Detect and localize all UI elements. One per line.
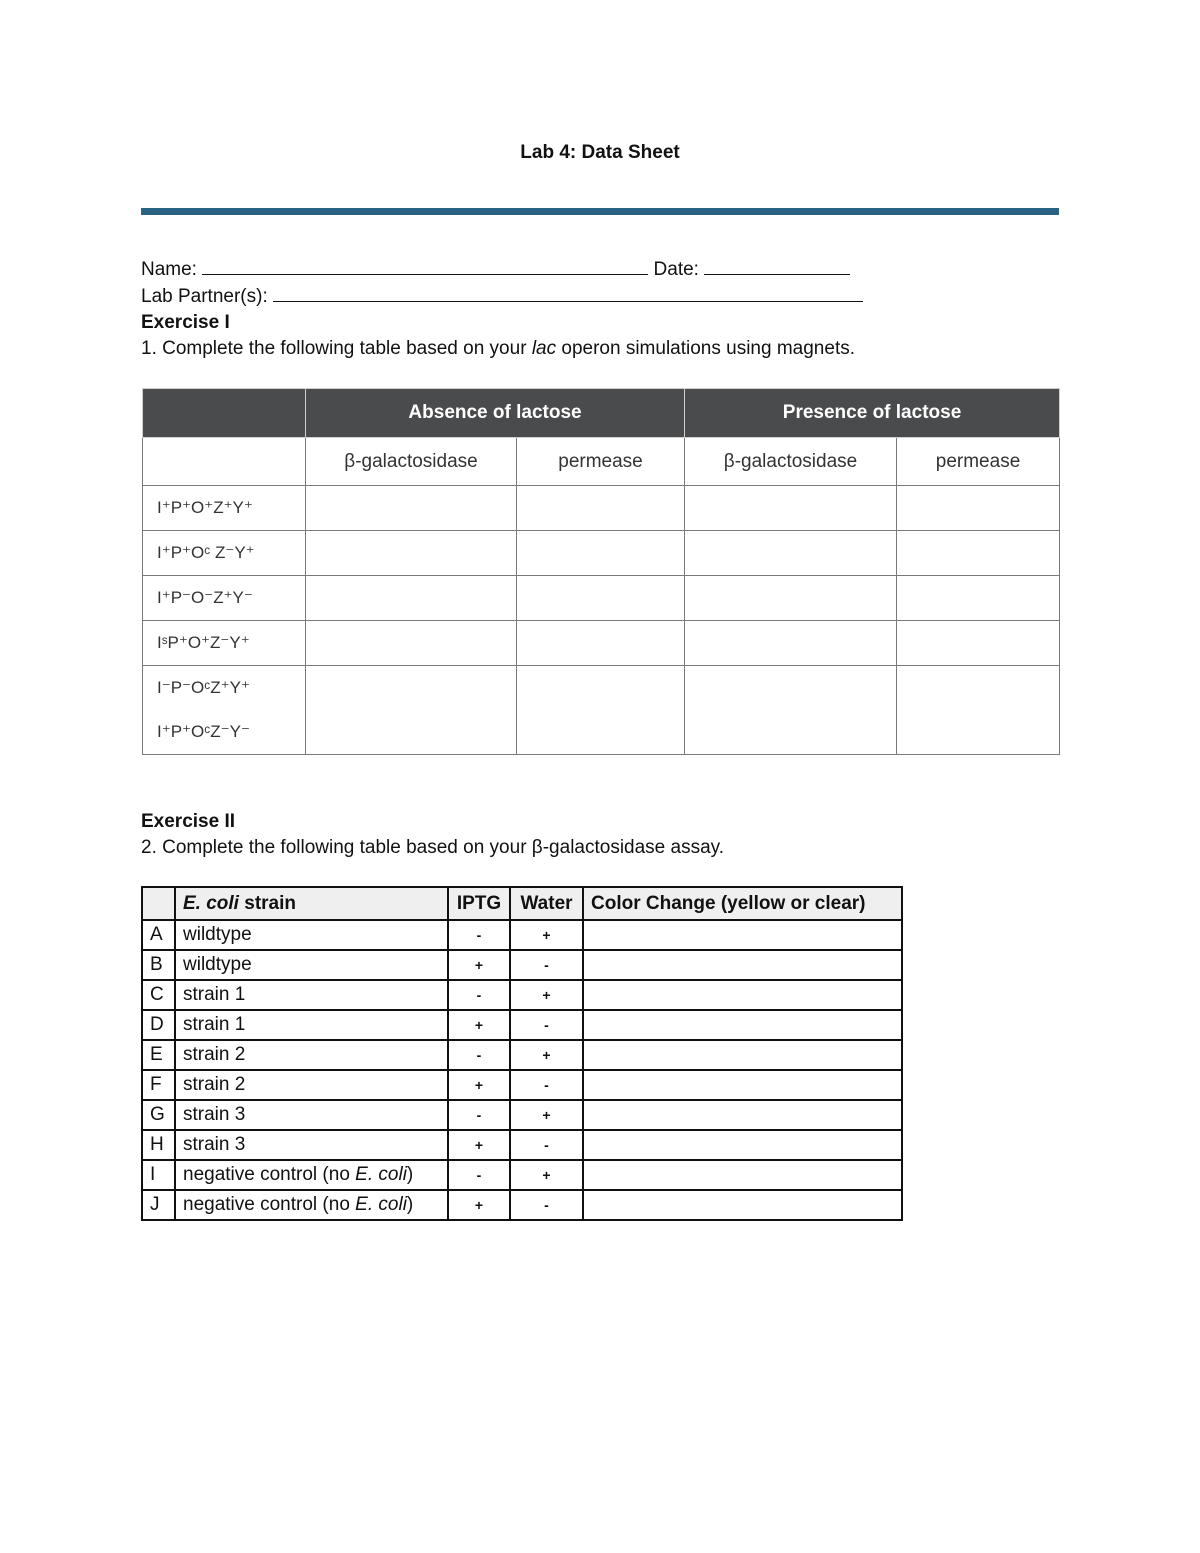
name-field[interactable] xyxy=(202,258,648,275)
exercise1-heading: Exercise I xyxy=(141,312,230,333)
answer-cell[interactable] xyxy=(306,576,517,621)
color-change-cell[interactable] xyxy=(583,1010,902,1040)
row-id: G xyxy=(142,1100,175,1130)
iptg-cell: + xyxy=(448,950,510,980)
instruction-text: operon simulations using magnets. xyxy=(556,338,855,359)
strain-header-text: strain xyxy=(238,892,296,914)
iptg-cell: - xyxy=(448,1100,510,1130)
water-cell: - xyxy=(510,1190,583,1220)
iptg-cell: - xyxy=(448,980,510,1010)
row-id: J xyxy=(142,1190,175,1220)
name-label: Name: xyxy=(141,259,197,280)
answer-cell[interactable] xyxy=(897,666,1060,755)
table-row xyxy=(142,1100,902,1130)
exercise1-table xyxy=(142,388,1060,755)
answer-cell[interactable] xyxy=(685,486,897,531)
exercise1-instruction xyxy=(141,338,855,360)
table-row xyxy=(143,621,1060,666)
row-id: C xyxy=(142,980,175,1010)
answer-cell[interactable] xyxy=(517,486,685,531)
row-id: I xyxy=(142,1160,175,1190)
water-cell: - xyxy=(510,1010,583,1040)
water-cell: + xyxy=(510,980,583,1010)
color-change-cell[interactable] xyxy=(583,1070,902,1100)
table-row xyxy=(143,576,1060,621)
strain-cell: strain 2 xyxy=(175,1040,448,1070)
strain-cell: wildtype xyxy=(175,950,448,980)
table-row xyxy=(143,486,1060,531)
genotype-line: I⁻P⁻OᶜZ⁺Y⁺ xyxy=(157,678,250,697)
id-header xyxy=(142,887,175,920)
iptg-cell: + xyxy=(448,1190,510,1220)
sub-header-blank xyxy=(143,438,306,486)
table-row xyxy=(143,666,1060,755)
color-change-cell[interactable] xyxy=(583,920,902,950)
table-row xyxy=(142,1190,902,1220)
answer-cell[interactable] xyxy=(685,621,897,666)
exercise2-instruction: 2. Complete the following table based on your β-galactosidase assay. xyxy=(141,837,725,858)
presence-header: Presence of lactose xyxy=(685,389,1060,438)
answer-cell[interactable] xyxy=(517,666,685,755)
strain-emphasis: E. coli xyxy=(355,1164,407,1185)
strain-cell: strain 3 xyxy=(175,1130,448,1160)
water-cell: - xyxy=(510,1130,583,1160)
absence-header: Absence of lactose xyxy=(306,389,685,438)
strain-text: ) xyxy=(406,1194,414,1215)
table-row xyxy=(143,531,1060,576)
row-id: B xyxy=(142,950,175,980)
strain-cell: strain 1 xyxy=(175,1010,448,1040)
table-row xyxy=(142,980,902,1010)
answer-cell[interactable] xyxy=(897,531,1060,576)
partner-field[interactable] xyxy=(273,285,863,302)
date-label: Date: xyxy=(653,259,699,280)
table-row xyxy=(142,1160,902,1190)
genotype-cell xyxy=(143,666,306,755)
sub-header: β-galactosidase xyxy=(306,438,517,486)
answer-cell[interactable] xyxy=(685,666,897,755)
answer-cell[interactable] xyxy=(897,486,1060,531)
row-id: E xyxy=(142,1040,175,1070)
iptg-cell: - xyxy=(448,920,510,950)
row-id: F xyxy=(142,1070,175,1100)
row-id: A xyxy=(142,920,175,950)
table-row xyxy=(142,1010,902,1040)
table-row xyxy=(142,950,902,980)
answer-cell[interactable] xyxy=(517,576,685,621)
color-change-cell[interactable] xyxy=(583,1160,902,1190)
partner-label: Lab Partner(s): xyxy=(141,286,268,307)
table-row xyxy=(142,1040,902,1070)
water-cell: + xyxy=(510,1160,583,1190)
date-field[interactable] xyxy=(704,258,850,275)
header-rule xyxy=(141,208,1059,215)
water-header: Water xyxy=(510,887,583,920)
strain-cell: strain 1 xyxy=(175,980,448,1010)
water-cell: - xyxy=(510,950,583,980)
answer-cell[interactable] xyxy=(517,531,685,576)
answer-cell[interactable] xyxy=(897,621,1060,666)
answer-cell[interactable] xyxy=(685,531,897,576)
strain-emphasis: E. coli xyxy=(355,1194,407,1215)
table-row xyxy=(142,1070,902,1100)
exercise2-table xyxy=(141,886,903,1221)
sub-header: β-galactosidase xyxy=(685,438,897,486)
genotype-cell: IˢP⁺O⁺Z⁻Y⁺ xyxy=(143,621,306,666)
strain-cell: strain 3 xyxy=(175,1100,448,1130)
table-row xyxy=(142,1130,902,1160)
corner-header xyxy=(143,389,306,438)
color-header: Color Change (yellow or clear) xyxy=(583,887,902,920)
strain-cell: strain 2 xyxy=(175,1070,448,1100)
strain-header xyxy=(175,887,448,920)
answer-cell[interactable] xyxy=(306,621,517,666)
iptg-cell: - xyxy=(448,1160,510,1190)
table-row xyxy=(142,920,902,950)
answer-cell[interactable] xyxy=(897,576,1060,621)
water-cell: - xyxy=(510,1070,583,1100)
genotype-cell: I⁺P⁺Oᶜ Z⁻Y⁺ xyxy=(143,531,306,576)
strain-text: negative control (no xyxy=(183,1194,356,1215)
answer-cell[interactable] xyxy=(517,621,685,666)
page-title: Lab 4: Data Sheet xyxy=(520,142,680,163)
iptg-header: IPTG xyxy=(448,887,510,920)
answer-cell[interactable] xyxy=(306,531,517,576)
sub-header: permease xyxy=(517,438,685,486)
color-change-cell[interactable] xyxy=(583,1130,902,1160)
strain-cell xyxy=(175,1190,448,1220)
answer-cell[interactable] xyxy=(306,486,517,531)
water-cell: + xyxy=(510,1100,583,1130)
instruction-text: 1. Complete the following table based on your xyxy=(141,338,532,359)
genotype-cell: I⁺P⁺O⁺Z⁺Y⁺ xyxy=(143,486,306,531)
strain-text: ) xyxy=(406,1164,414,1185)
color-change-cell[interactable] xyxy=(583,1040,902,1070)
color-change-cell[interactable] xyxy=(583,1100,902,1130)
genotype-cell: I⁺P⁻O⁻Z⁺Y⁻ xyxy=(143,576,306,621)
exercise2-heading: Exercise II xyxy=(141,811,236,832)
partner-line xyxy=(141,285,863,308)
genotype-line: I⁺P⁺OᶜZ⁻Y⁻ xyxy=(157,722,250,741)
strain-text: negative control (no xyxy=(183,1164,356,1185)
iptg-cell: + xyxy=(448,1010,510,1040)
iptg-cell: + xyxy=(448,1070,510,1100)
water-cell: + xyxy=(510,920,583,950)
name-date-line xyxy=(141,258,850,281)
strain-cell: wildtype xyxy=(175,920,448,950)
instruction-emphasis: lac xyxy=(531,338,557,359)
row-id: D xyxy=(142,1010,175,1040)
color-change-cell[interactable] xyxy=(583,1190,902,1220)
answer-cell[interactable] xyxy=(306,666,517,755)
iptg-cell: + xyxy=(448,1130,510,1160)
sub-header: permease xyxy=(897,438,1060,486)
color-change-cell[interactable] xyxy=(583,980,902,1010)
strain-header-emphasis: E. coli xyxy=(183,892,239,914)
row-id: H xyxy=(142,1130,175,1160)
iptg-cell: - xyxy=(448,1040,510,1070)
color-change-cell[interactable] xyxy=(583,950,902,980)
strain-cell xyxy=(175,1160,448,1190)
answer-cell[interactable] xyxy=(685,576,897,621)
water-cell: + xyxy=(510,1040,583,1070)
